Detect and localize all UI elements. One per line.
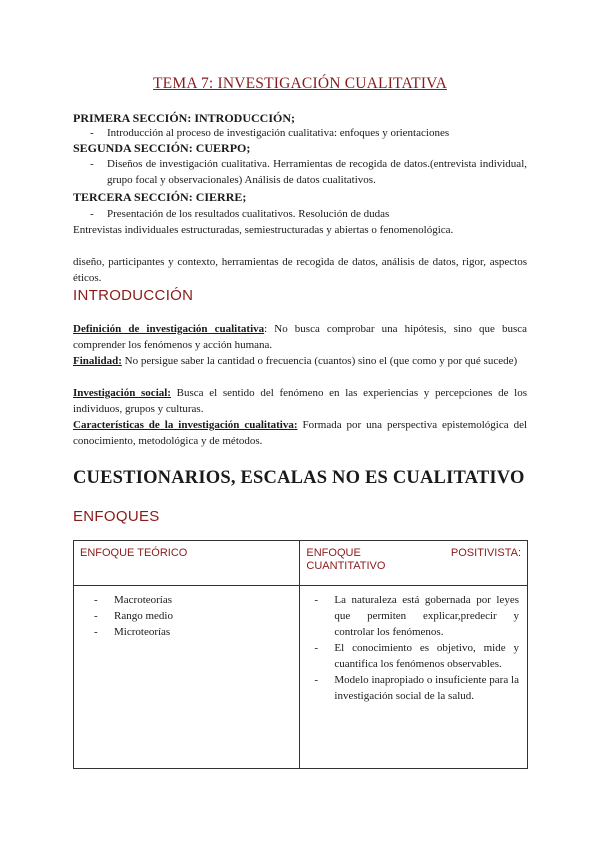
- interviews-line: Entrevistas individuales estructuradas, semiestructuradas y abiertas o fenomenológica.: [73, 224, 454, 236]
- list-item: - La naturaleza está gobernada por leyes que permiten explicar,predecir y controlar los fenómenos.: [312, 592, 519, 640]
- definition-text: No busca comprobar una hipótesis, sino que busca comprender los fenómenos y acción humana.: [73, 323, 527, 351]
- definition-text: Busca el sentido del fenómeno en las experiencias y percepciones de los individuos, grupos y culturas.: [73, 387, 528, 415]
- teorico-cell: [74, 586, 300, 769]
- header-enfoque-positivista: [300, 541, 528, 586]
- page-title: TEMA 7: INVESTIGACIÓN CUALITATIVA: [153, 75, 447, 92]
- definition-term: Definición de investigación cualitativa: [73, 323, 265, 335]
- header-part: ENFOQUE: [306, 547, 361, 559]
- section-heading-introduccion: PRIMERA SECCIÓN: INTRODUCCIÓN;: [73, 111, 296, 125]
- teorico-list: [92, 592, 299, 640]
- header-part: POSITIVISTA:: [450, 547, 521, 559]
- section-bullet: [90, 156, 527, 188]
- enfoques-heading: ENFOQUES: [73, 508, 160, 525]
- positivista-list: [312, 592, 519, 704]
- section-heading-cuerpo: SEGUNDA SECCIÓN: CUERPO;: [73, 141, 251, 155]
- investigacion-social-paragraph: [73, 385, 527, 417]
- introduccion-heading: INTRODUCCIÓN: [73, 287, 194, 304]
- positivista-cell: [300, 586, 528, 769]
- bullet-text: Diseños de investigación cualitativa. Herramientas de recogida de datos.(entrevista individual, grupo focal y observacionales) Análisis de datos cualitativos.: [107, 158, 527, 186]
- definition-sep: :: [264, 323, 275, 335]
- list-item: - Microteorías: [92, 624, 299, 640]
- cuestionarios-heading: CUESTIONARIOS, ESCALAS NO ES CUALITATIVO: [73, 468, 525, 488]
- list-item: - Modelo inapropiado o insuficiente para la investigación social de la salud.: [312, 672, 519, 704]
- definition-paragraph: [73, 321, 527, 353]
- topics-line: diseño, participantes y contexto, herramientas de recogida de datos, análisis de datos, rigor, aspectos éticos.: [73, 256, 527, 284]
- definition-term: Características de la investigación cualitativa:: [73, 419, 298, 431]
- table-body-row: [74, 586, 528, 769]
- finalidad-paragraph: [73, 353, 527, 369]
- header-enfoque-teorico: ENFOQUE TEÓRICO: [74, 541, 300, 586]
- table-header-row: [74, 541, 528, 586]
- dash-marker: -: [90, 158, 94, 170]
- list-item: - El conocimiento es objetivo, mide y cuantifica los fenómenos observables.: [312, 640, 519, 672]
- definition-text: Formada por una perspectiva epistemológica del conocimiento, metodológica y de métodos.: [73, 419, 528, 447]
- list-item: - Macroteorías: [92, 592, 299, 608]
- section-bullet: [90, 125, 527, 141]
- bullet-text: Presentación de los resultados cualitativos. Resolución de dudas: [107, 208, 390, 220]
- definition-text: No persigue saber la cantidad o frecuencia (cuantos) sino el (que como y por qué sucede): [124, 355, 518, 367]
- dash-marker: -: [90, 208, 94, 220]
- bullet-text: Introducción al proceso de investigación cualitativa: enfoques y orientaciones: [107, 127, 450, 139]
- definition-term: Investigación social:: [73, 387, 171, 399]
- caracteristicas-paragraph: [73, 417, 527, 449]
- section-bullet: [90, 206, 527, 222]
- definition-term: Finalidad:: [73, 355, 122, 367]
- dash-marker: -: [90, 127, 94, 139]
- section-heading-cierre: TERCERA SECCIÓN: CIERRE;: [73, 190, 247, 204]
- header-part: CUANTITATIVO: [306, 560, 386, 572]
- enfoques-table: [73, 540, 528, 769]
- list-item: - Rango medio: [92, 608, 299, 624]
